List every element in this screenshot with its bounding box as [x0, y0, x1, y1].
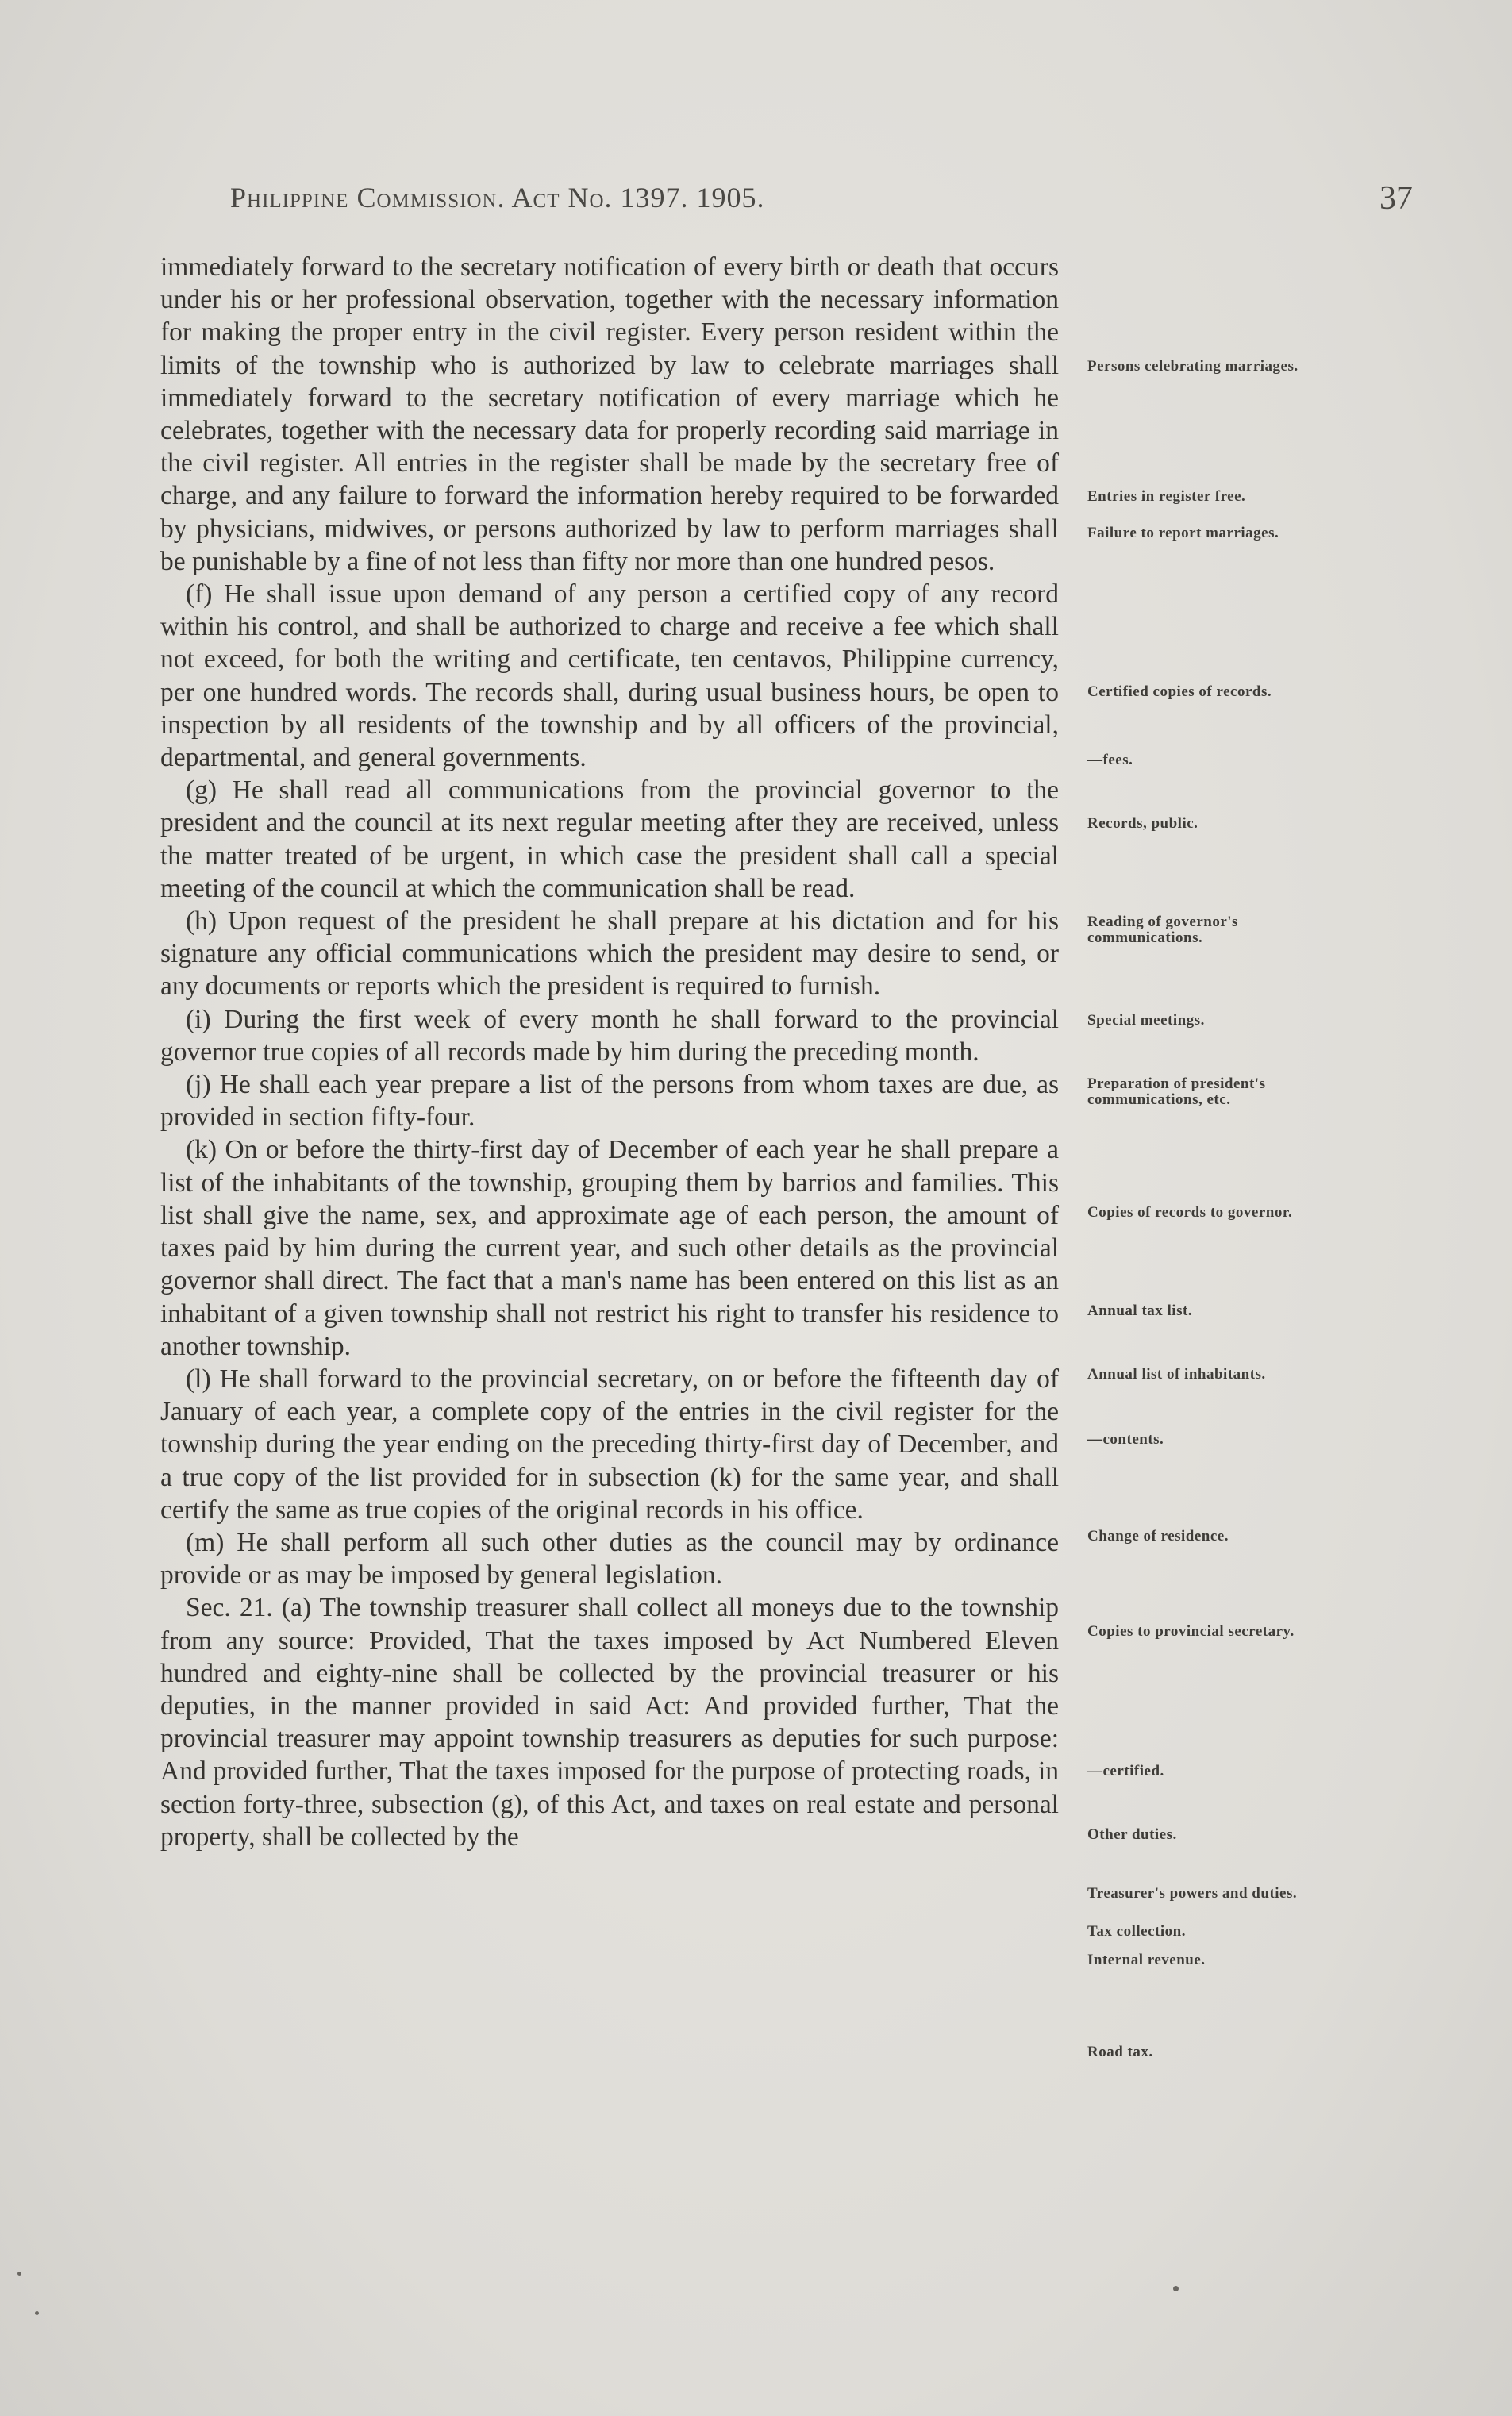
paragraph-f: (f) He shall issue upon demand of any person a certified copy of any record within his control, and shall be authorized to charge and receive a fee which shall not exceed, for both the writing and certificate, ten centavos, Philippine currency, per one hundred words. The records shall, during usual business hours, be open to inspection by all residents of the township and by all officers of the provincial, departmental, and general governments.	[160, 579, 1059, 773]
margin-note: —certified.	[1087, 1763, 1164, 1779]
body-text	[160, 251, 1059, 1853]
paragraph-l: (l) He shall forward to the provincial secretary, on or before the fifteenth day of January of each year, a complete copy of the entries in the civil register for the township during the year ending on the preceding thirty-first day of December, and a true copy of the list provided for in subsection (k) for the same year, and shall certify the same as true copies of the original records in his office.	[160, 1364, 1059, 1525]
margin-note: —contents.	[1087, 1431, 1164, 1448]
speck	[35, 2311, 39, 2315]
margin-note: Copies of records to governor.	[1087, 1204, 1293, 1221]
paragraph-continuation: immediately forward to the secretary notification of every birth or death that occurs under his or her professional observation, together with the necessary information for making the proper entry in the civil register. Every person resident within the limits of the township who is authorized by law to celebrate marriages shall immediately forward to the secretary notification of every marriage which he celebrates, together with the necessary data for properly recording said marriage in the civil register. All entries in the register shall be made by the secretary free of charge, and any failure to forward the information hereby required to be forwarded by physicians, midwives, or persons authorized by law to perform marriages shall be punishable by a fine of not less than fifty nor more than one hundred pesos.	[160, 252, 1059, 576]
margin-note: Other duties.	[1087, 1826, 1177, 1843]
margin-note: Annual tax list.	[1087, 1302, 1193, 1319]
paragraph-j: (j) He shall each year prepare a list of the persons from whom taxes are due, as provided in section fifty-four.	[160, 1070, 1059, 1133]
margin-note: Special meetings.	[1087, 1012, 1205, 1029]
paragraph-m: (m) He shall perform all such other duties as the council may by ordinance provide or as may be imposed by general legislation.	[160, 1527, 1059, 1591]
paragraph-g: (g) He shall read all communications from the provincial governor to the president and the council at its next regular meeting after they are received, unless the matter treated of be urgent, in which case the president shall call a special meeting of the council at which the communication shall be read.	[160, 775, 1059, 903]
speck	[1173, 2286, 1179, 2291]
margin-note: Tax collection.	[1087, 1923, 1186, 1940]
paragraph-k: (k) On or before the thirty-first day of December of each year he shall prepare a list of the inhabitants of the township, grouping them by barrios and families. This list shall give the name, sex, and approximate age of each person, the amount of taxes paid by him during the current year, and such other details as the provincial governor shall direct. The fact that a man's name has been entered on this list as an inhabitant of a given township shall not restrict his right to transfer his residence to another township.	[160, 1135, 1059, 1361]
speck	[17, 2272, 21, 2276]
margin-note: Entries in register free.	[1087, 488, 1246, 505]
margin-note: Persons celebrating marriages.	[1087, 358, 1298, 375]
margin-note: Internal revenue.	[1087, 1952, 1206, 1968]
margin-note: Preparation of president's communications, etc.	[1087, 1075, 1266, 1108]
margin-note: Copies to provincial secretary.	[1087, 1623, 1295, 1640]
paragraph-sec-21: Sec. 21. (a) The township treasurer shall collect all moneys due to the township from any source: Provided, That the taxes imposed by Act Numbered Eleven hundred and eighty-nine shall be collected by the provincial treasurer or his deputies, in the manner provided in said Act: And provided further, That the provincial treasurer may appoint township treasurers as deputies for such purpose: And provided further, That the taxes imposed for the purpose of protecting roads, in section forty-three, subsection (g), of this Act, and taxes on real estate and personal property, shall be collected by the	[160, 1593, 1059, 1852]
paragraph-h: (h) Upon request of the president he shall prepare at his dictation and for his signature any official communications which the president may desire to send, or any documents or reports which the president is required to furnish.	[160, 906, 1059, 1002]
margin-note: Reading of governor's communications.	[1087, 914, 1238, 946]
margin-note: Change of residence.	[1087, 1528, 1229, 1545]
margin-note: Road tax.	[1087, 2044, 1153, 2060]
margin-note: Failure to report marriages.	[1087, 525, 1279, 541]
running-head: Philippine Commission. Act No. 1397. 1905.	[230, 182, 765, 214]
margin-note: Certified copies of records.	[1087, 683, 1272, 700]
margin-note: Treasurer's powers and duties.	[1087, 1885, 1298, 1902]
margin-note: —fees.	[1087, 752, 1133, 768]
page-number: 37	[1379, 180, 1413, 217]
paragraph-i: (i) During the first week of every month he shall forward to the provincial governor true copies of all records made by him during the preceding month.	[160, 1004, 1059, 1067]
margin-note: Records, public.	[1087, 815, 1198, 832]
margin-note: Annual list of inhabitants.	[1087, 1366, 1266, 1383]
